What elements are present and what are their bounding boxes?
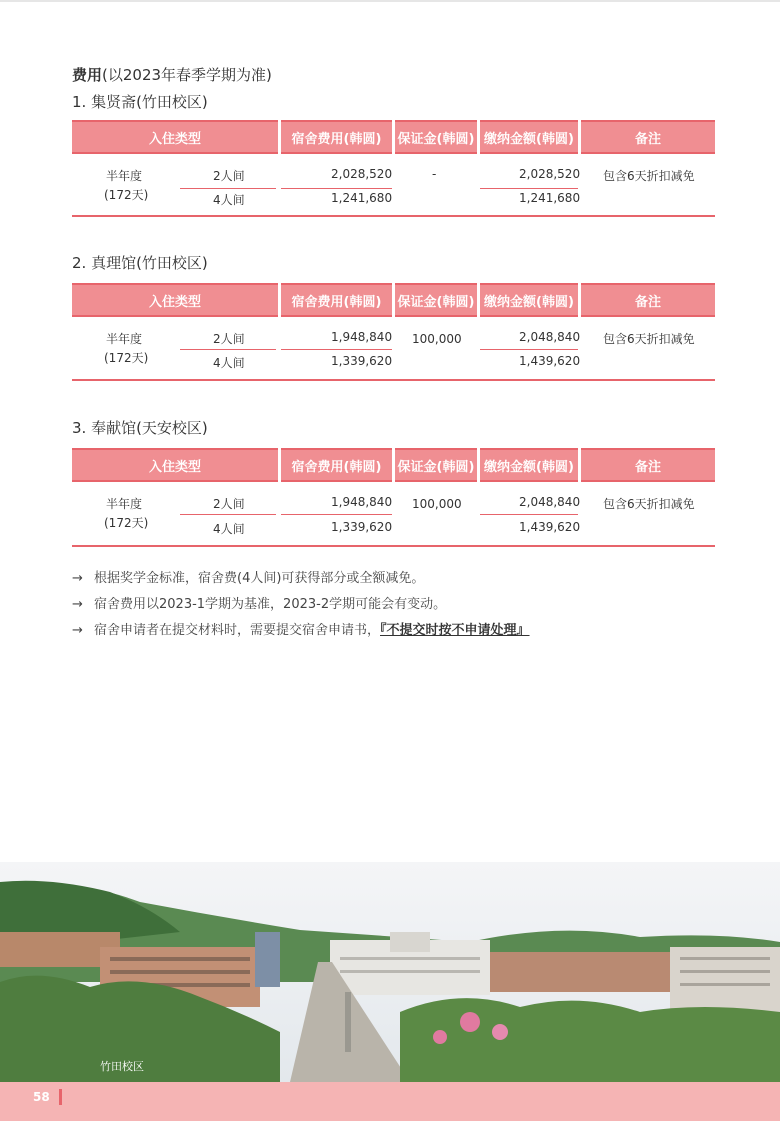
room-4-label: 4人间 — [213, 193, 245, 207]
fee-table-2 — [72, 283, 715, 383]
days-label: (172天) — [104, 188, 149, 202]
fee-4: 1,339,620 — [331, 520, 393, 534]
fee-2: 2,028,520 — [331, 167, 393, 181]
total-2: 2,048,840 — [519, 330, 581, 344]
fee-2: 1,948,840 — [331, 495, 393, 509]
note-1: → 根据奖学金标准，宿舍费(4人间)可获得部分或全额减免。 — [72, 571, 425, 586]
days-label: (172天) — [104, 516, 149, 530]
room-2-label: 2人间 — [213, 332, 245, 346]
deposit-value: 100,000 — [412, 497, 462, 511]
total-2: 2,048,840 — [519, 495, 581, 509]
campus-photo — [0, 862, 780, 1082]
row-divider — [480, 514, 578, 515]
row-divider — [180, 349, 276, 350]
note-3: → 宿舍申请者在提交材料时，需要提交宿舍申请书，『不提交时按不申请处理』 — [72, 623, 530, 638]
section-1-title: 1. 集贤斋(竹田校区) — [72, 93, 208, 111]
row-divider — [281, 514, 392, 515]
col-fee-header: 宿舍费用(韩圆) — [281, 448, 392, 482]
page-number: 58 — [33, 1090, 50, 1104]
note-value: 包含6天折扣减免 — [603, 169, 695, 183]
col-deposit-header: 保证金(韩圆) — [395, 283, 477, 317]
row-divider — [180, 188, 276, 189]
arrow-icon: → — [72, 571, 83, 586]
row-divider — [480, 349, 578, 350]
fee-heading: 费用(以2023年春季学期为准) — [72, 66, 272, 84]
col-fee-header: 宿舍费用(韩圆) — [281, 283, 392, 317]
table-bottom-line — [72, 215, 715, 217]
row-divider — [281, 188, 392, 189]
col-type-header: 入住类型 — [72, 283, 278, 317]
row-divider — [281, 349, 392, 350]
total-2: 2,028,520 — [519, 167, 581, 181]
footer-band — [0, 1082, 780, 1121]
total-4: 1,439,620 — [519, 354, 581, 368]
col-fee-header: 宿舍费用(韩圆) — [281, 120, 392, 154]
period-label: 半年度 — [106, 332, 143, 346]
room-4-label: 4人间 — [213, 522, 245, 536]
days-label: (172天) — [104, 351, 149, 365]
note-2: → 宿舍费用以2023-1学期为基准，2023-2学期可能会有变动。 — [72, 597, 447, 612]
col-note-header: 备注 — [581, 283, 715, 317]
room-2-label: 2人间 — [213, 497, 245, 511]
col-deposit-header: 保证金(韩圆) — [395, 448, 477, 482]
room-4-label: 4人间 — [213, 356, 245, 370]
fee-4: 1,339,620 — [331, 354, 393, 368]
col-total-header: 缴纳金额(韩圆) — [480, 283, 578, 317]
room-2-label: 2人间 — [213, 169, 245, 183]
fee-4: 1,241,680 — [331, 191, 393, 205]
deposit-value: 100,000 — [412, 332, 462, 346]
arrow-icon: → — [72, 597, 83, 612]
col-deposit-header: 保证金(韩圆) — [395, 120, 477, 154]
arrow-icon: → — [72, 623, 83, 638]
total-4: 1,241,680 — [519, 191, 581, 205]
photo-caption: 竹田校区 — [100, 1060, 144, 1073]
period-label: 半年度 — [106, 169, 143, 183]
fee-2: 1,948,840 — [331, 330, 393, 344]
top-border — [0, 0, 780, 2]
note-3-emphasis: 『不提交时按不申请处理』 — [380, 623, 530, 638]
note-value: 包含6天折扣减免 — [603, 497, 695, 511]
col-type-header: 入住类型 — [72, 448, 278, 482]
col-total-header: 缴纳金额(韩圆) — [480, 448, 578, 482]
deposit-value: - — [432, 167, 437, 181]
period-label: 半年度 — [106, 497, 143, 511]
fee-table-3 — [72, 448, 715, 548]
table-bottom-line — [72, 379, 715, 381]
col-note-header: 备注 — [581, 448, 715, 482]
fee-table-1 — [72, 120, 715, 220]
table-bottom-line — [72, 545, 715, 547]
section-3-title: 3. 奉献馆(天安校区) — [72, 419, 208, 437]
row-divider — [180, 514, 276, 515]
section-2-title: 2. 真理馆(竹田校区) — [72, 254, 208, 272]
note-value: 包含6天折扣减免 — [603, 332, 695, 346]
total-4: 1,439,620 — [519, 520, 581, 534]
row-divider — [480, 188, 578, 189]
col-total-header: 缴纳金额(韩圆) — [480, 120, 578, 154]
col-type-header: 入住类型 — [72, 120, 278, 154]
page-number-bar — [59, 1089, 62, 1105]
col-note-header: 备注 — [581, 120, 715, 154]
